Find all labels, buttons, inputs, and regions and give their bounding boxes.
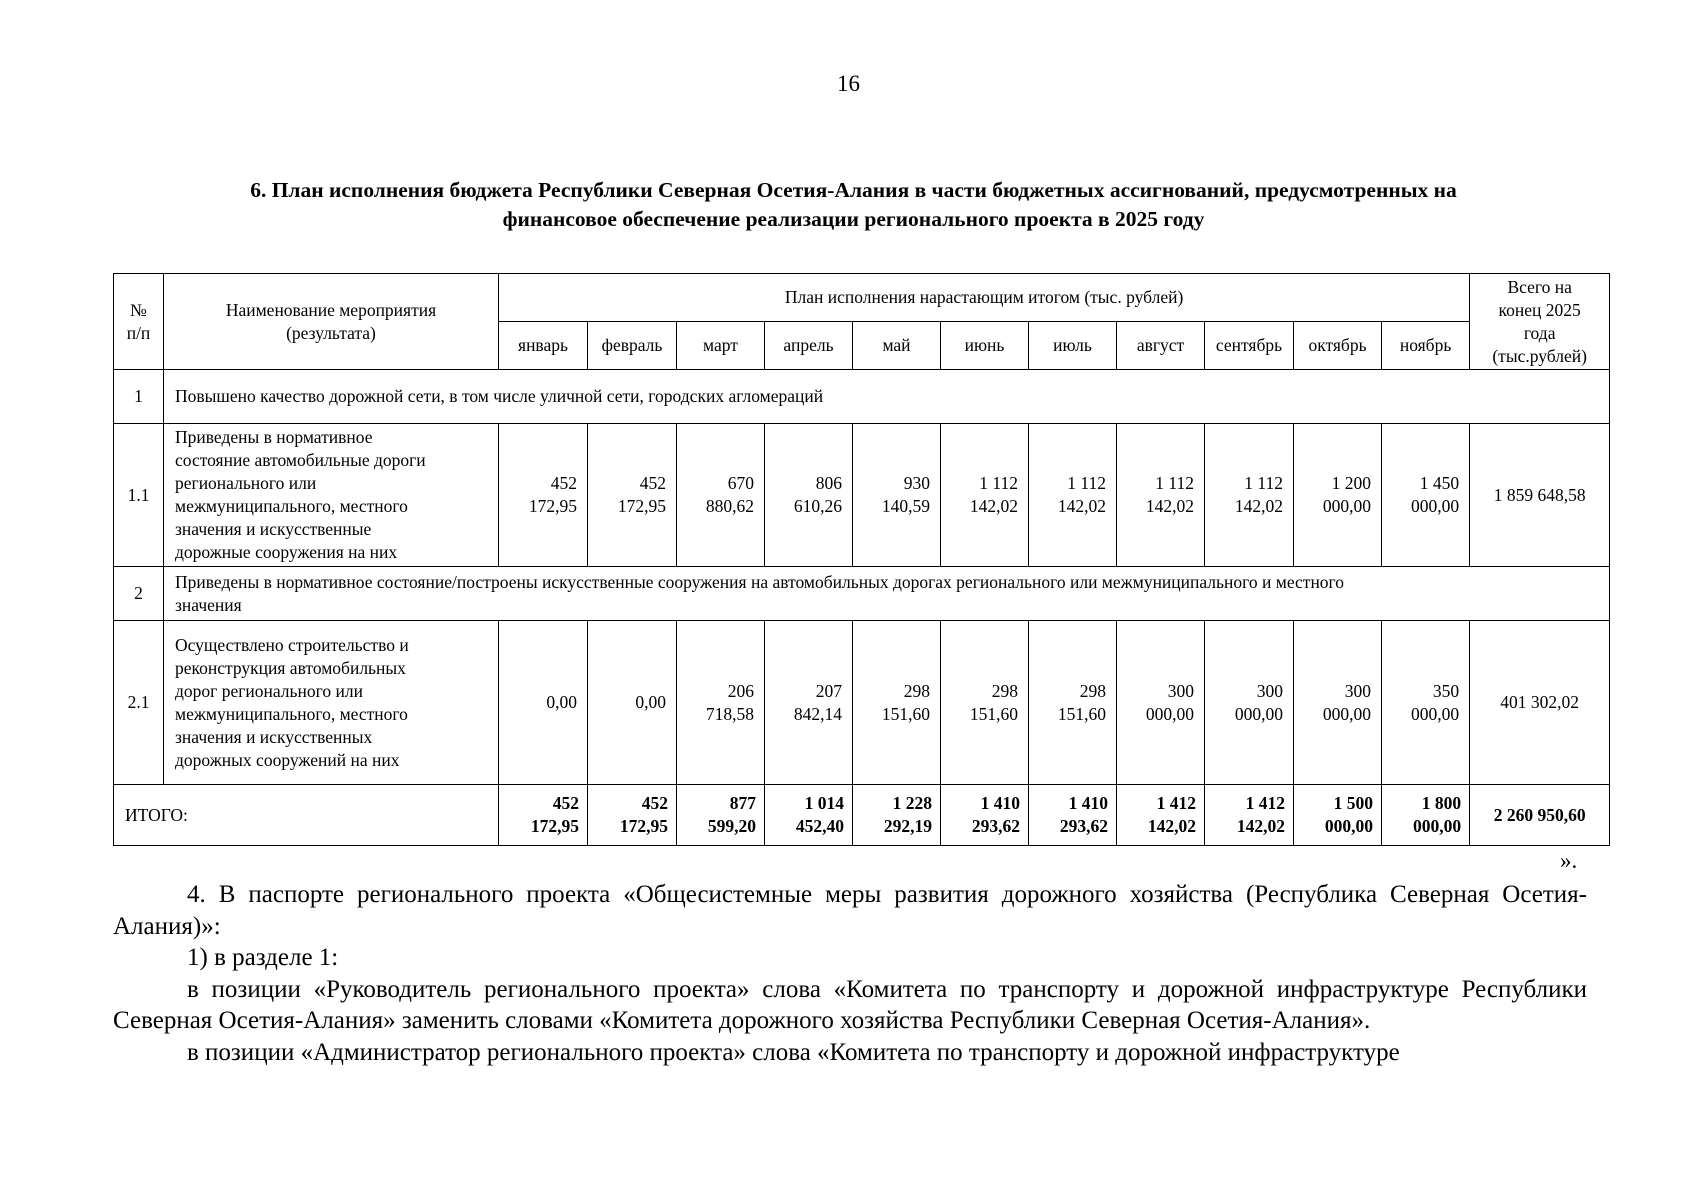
value-cell (1029, 424, 1117, 567)
value-line-1: 1 412 (1156, 793, 1196, 813)
name-line: дорог регионального или (175, 680, 363, 701)
value-line-2: 172,95 (617, 496, 666, 516)
value-line-1: 298 (991, 680, 1018, 701)
value-line-1: 1 500 (1333, 793, 1373, 813)
name-line: значения и искусственных (175, 726, 373, 747)
row-total: 2 260 950,60 (1470, 785, 1610, 846)
value-cell (1117, 621, 1205, 785)
value-line-1: 930 (903, 473, 930, 493)
paragraph-3: в позиции «Руководитель регионального проекта» слова «Комитета по транспорту и дорожной инфраструктуре Республики Северная Осетия-Алания» заменить словами «Комитета дорожного хозяйства Республики Северная Осетия-Алания». (113, 975, 1587, 1034)
value-line-2: 292,19 (883, 816, 932, 836)
name-line: Осуществлено строительство и (175, 634, 409, 655)
value-line-1: 806 (815, 473, 842, 493)
value-line-1: 298 (903, 680, 930, 701)
value-line-1: 1 112 (979, 473, 1018, 493)
value-line-1: 0,00 (635, 692, 666, 712)
value-line-1: 1 410 (1068, 793, 1108, 813)
value-cell (853, 424, 941, 567)
value-line-2: 000,00 (1322, 703, 1371, 724)
value-line-2: 293,62 (1059, 816, 1108, 836)
value-line-1: 1 410 (980, 793, 1020, 813)
month-header-6: июнь (941, 322, 1029, 370)
value-line-2: 172,95 (530, 816, 579, 836)
month-header-9: сентябрь (1205, 322, 1294, 370)
value-cell (853, 785, 941, 846)
section-1-index: 1 (114, 370, 164, 424)
value-cell (765, 621, 853, 785)
value-cell (677, 424, 765, 567)
value-cell (677, 621, 765, 785)
month-header-3: март (677, 322, 765, 370)
value-line-1: 877 (729, 793, 756, 813)
value-cell (588, 621, 677, 785)
value-line-2: 172,95 (619, 816, 668, 836)
value-cell (853, 621, 941, 785)
header-number: № п/п (114, 274, 164, 370)
value-cell (588, 424, 677, 567)
paragraph-1: 4. В паспорте регионального проекта «Общесистемные меры развития дорожного хозяйства (Республика Северная Осетия-Алания)»: (113, 881, 1587, 940)
table-title-line-1: 6. План исполнения бюджета Республики Северная Осетия-Алания в части бюджетных ассигнований, предусмотренных на (250, 178, 1457, 202)
value-line-1: 1 450 (1419, 473, 1460, 493)
name-line: регионального или (175, 473, 317, 493)
value-line-1: 452 (641, 793, 668, 813)
row-1-1-name (164, 424, 499, 567)
name-line: дорожные сооружения на них (175, 542, 398, 562)
value-cell (1117, 424, 1205, 567)
budget-plan-table (113, 273, 1610, 846)
value-line-1: 300 (1344, 680, 1371, 701)
value-line-1: 207 (815, 680, 842, 701)
value-line-2: 000,00 (1234, 703, 1283, 724)
value-cell (1029, 785, 1117, 846)
value-line-2: 718,58 (705, 703, 754, 724)
value-line-1: 452 (552, 793, 579, 813)
value-line-2: 142,02 (1147, 816, 1196, 836)
value-cell (941, 424, 1029, 567)
value-line-2: 880,62 (705, 496, 754, 516)
value-line-1: 1 412 (1245, 793, 1285, 813)
value-line-1: 0,00 (546, 692, 577, 712)
value-line-1: 300 (1256, 680, 1283, 701)
row-total: 401 302,02 (1470, 621, 1610, 785)
month-header-4: апрель (765, 322, 853, 370)
month-header-2: февраль (588, 322, 677, 370)
value-cell (677, 785, 765, 846)
month-header-8: август (1117, 322, 1205, 370)
name-line: межмуниципального, местного (175, 703, 408, 724)
value-line-1: 1 014 (804, 793, 844, 813)
value-cell (1117, 785, 1205, 846)
value-line-2: 142,02 (1057, 496, 1106, 516)
value-line-1: 670 (727, 473, 754, 493)
header-name: Наименование мероприятия (результата) (164, 274, 499, 370)
value-line-1: 1 228 (892, 793, 932, 813)
value-cell (588, 785, 677, 846)
value-line-2: 140,59 (881, 496, 930, 516)
total-label: ИТОГО: (114, 785, 499, 846)
value-cell (499, 424, 588, 567)
table-title (120, 176, 1587, 234)
value-line-1: 452 (639, 473, 666, 493)
row-2-1 (114, 621, 1610, 785)
row-2-1-index: 2.1 (114, 621, 164, 785)
value-line-2: 000,00 (1322, 496, 1371, 516)
name-line: состояние автомобильные дороги (175, 450, 426, 470)
value-line-1: 1 112 (1244, 473, 1283, 493)
page-number: 16 (837, 71, 860, 96)
value-line-2: 000,00 (1411, 703, 1460, 724)
value-cell (1205, 424, 1294, 567)
value-line-1: 1 112 (1067, 473, 1106, 493)
name-line: межмуниципального, местного (175, 496, 408, 516)
value-line-2: 142,02 (1145, 496, 1194, 516)
value-line-2: 599,20 (707, 816, 756, 836)
value-line-2: 000,00 (1324, 816, 1373, 836)
section-2-row (114, 567, 1610, 621)
value-cell (941, 621, 1029, 785)
value-cell (765, 785, 853, 846)
value-line-1: 300 (1167, 680, 1194, 701)
value-cell (1029, 621, 1117, 785)
value-line-2: 452,40 (795, 816, 844, 836)
name-line: значения и искусственные (175, 519, 372, 539)
value-cell (1294, 424, 1382, 567)
value-line-1: 1 800 (1421, 793, 1462, 813)
value-cell (1205, 785, 1294, 846)
value-line-2: 000,00 (1145, 703, 1194, 724)
value-cell (1294, 785, 1382, 846)
value-cell (1382, 424, 1470, 567)
value-cell (1382, 785, 1470, 846)
section-2-title: Приведены в нормативное состояние/построены искусственные сооружения на автомобильных дорогах регионального или межмуниципального и местного значения (164, 567, 1610, 621)
row-total: 1 859 648,58 (1470, 424, 1610, 567)
value-line-1: 452 (550, 473, 577, 493)
value-cell (1382, 621, 1470, 785)
month-header-10: октябрь (1294, 322, 1382, 370)
section-1-row (114, 370, 1610, 424)
section-2-index: 2 (114, 567, 164, 621)
value-cell (499, 785, 588, 846)
table-title-line-2: финансовое обеспечение реализации регионального проекта в 2025 году (502, 207, 1205, 231)
value-line-2: 142,02 (969, 496, 1018, 516)
value-line-1: 1 112 (1155, 473, 1194, 493)
value-cell (765, 424, 853, 567)
value-line-2: 151,60 (969, 703, 1018, 724)
body-text (113, 879, 1587, 1068)
value-line-2: 293,62 (971, 816, 1020, 836)
value-line-2: 151,60 (881, 703, 930, 724)
row-1-1-index: 1.1 (114, 424, 164, 567)
value-cell (941, 785, 1029, 846)
paragraph-4: в позиции «Администратор регионального проекта» слова «Комитета по транспорту и дорожной инфраструктуре (187, 1038, 1400, 1066)
value-line-2: 142,02 (1234, 496, 1283, 516)
name-line: дорожных сооружений на них (175, 749, 400, 770)
header-plan: План исполнения нарастающим итогом (тыс. рублей) (499, 274, 1470, 322)
value-line-1: 298 (1079, 680, 1106, 701)
value-line-1: 1 200 (1331, 473, 1371, 493)
month-header-11: ноябрь (1382, 322, 1470, 370)
value-cell (499, 621, 588, 785)
name-line: реконструкция автомобильных (175, 657, 406, 678)
row-2-1-name (164, 621, 499, 785)
value-cell (1294, 621, 1382, 785)
header-row-1 (114, 274, 1610, 322)
value-line-1: 206 (727, 680, 754, 701)
value-line-2: 172,95 (528, 496, 577, 516)
closing-quote: ». (1560, 848, 1578, 873)
row-1-1 (114, 424, 1610, 567)
value-line-1: 350 (1432, 680, 1460, 701)
total-row (114, 785, 1610, 846)
value-line-2: 142,02 (1236, 816, 1285, 836)
month-header-7: июль (1029, 322, 1117, 370)
paragraph-2: 1) в разделе 1: (187, 944, 339, 971)
header-total: Всего на конец 2025 года (тыс.рублей) (1470, 274, 1610, 370)
value-line-2: 000,00 (1413, 816, 1462, 836)
value-line-2: 610,26 (793, 496, 842, 516)
value-line-2: 151,60 (1057, 703, 1106, 724)
month-header-1: январь (499, 322, 588, 370)
section-1-title: Повышено качество дорожной сети, в том числе уличной сети, городских агломераций (164, 370, 1610, 424)
month-header-5: май (853, 322, 941, 370)
name-line: Приведены в нормативное (175, 427, 373, 447)
value-cell (1205, 621, 1294, 785)
value-line-2: 842,14 (793, 703, 842, 724)
value-line-2: 000,00 (1411, 496, 1460, 516)
